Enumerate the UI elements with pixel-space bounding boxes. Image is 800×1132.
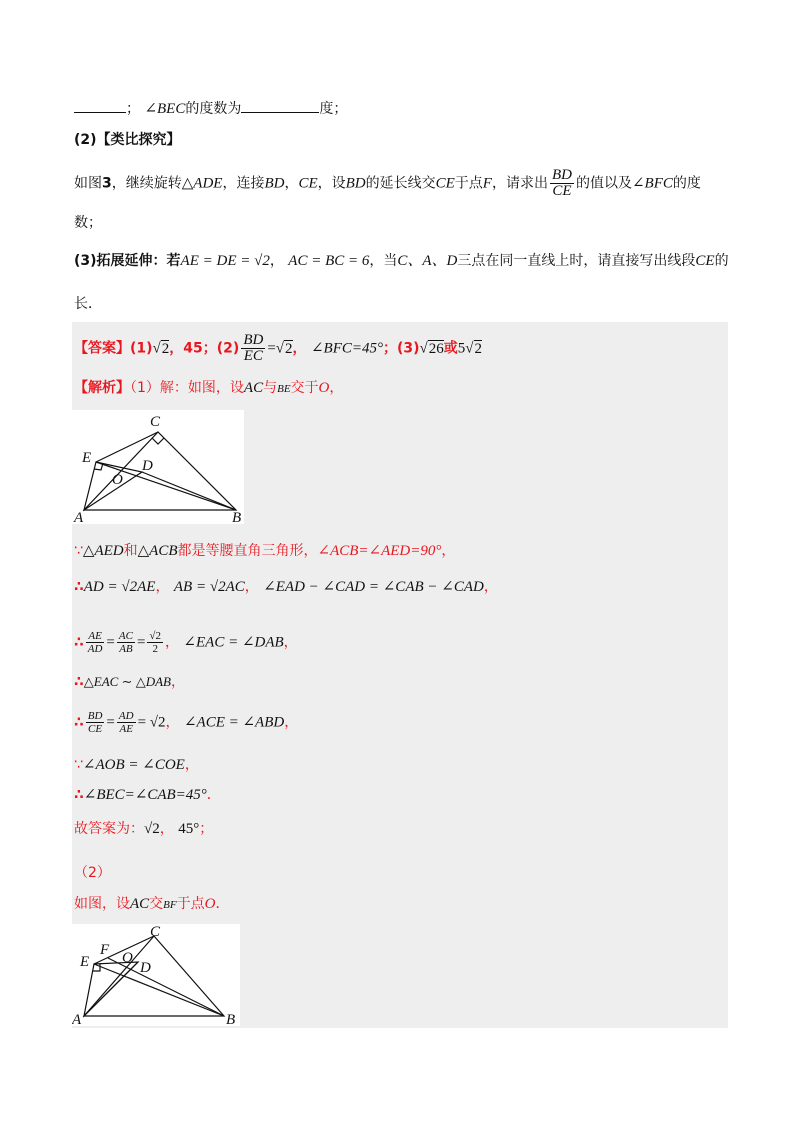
right-angle-c xyxy=(152,438,164,444)
figure-2 xyxy=(72,924,240,1026)
analysis-line-7: ∴∠BEC=∠CAB=45°． xyxy=(74,787,221,803)
figure-1 xyxy=(72,410,244,524)
analysis-line-8: 故答案为：√2， 45°； xyxy=(74,821,214,837)
answer-blank-1 xyxy=(74,98,126,113)
label-o: O xyxy=(112,472,123,488)
part2-line-2: 数； xyxy=(74,215,102,231)
figure-2-svg xyxy=(72,924,240,1026)
label-a: A xyxy=(72,1012,82,1026)
label-c: C xyxy=(150,924,161,940)
question-line-1: ； ∠BEC的度数为 度； xyxy=(74,98,347,120)
label-c: C xyxy=(150,414,161,430)
part3-line-2: 长． xyxy=(74,296,102,312)
segment-fb xyxy=(108,958,224,1016)
label-e: E xyxy=(80,954,90,970)
part3-line-1: (3)拓展延伸：若AE = DE = √2， AC = BC = 6，当C、A、D三点在同一直线上时，请直接写出线段CE的 xyxy=(74,253,729,269)
analysis-line-3: ∴ $\frac{AE}{AD}$ = $\frac{AC}{AB}$ = $\frac{√2}{2}$ ， ∠EAC = ∠DAB， xyxy=(74,630,298,655)
analysis-line-10: 如图，设AC交BF于点O． xyxy=(74,896,230,912)
analysis-line-4: ∴△EAC ∼ △DAB， xyxy=(74,674,185,690)
answer-blank-2 xyxy=(241,98,319,113)
answer-line: 【答案】(1)√2，45；(2) $\frac{BD}{EC}$ =√2， ∠BFC=45°；(3)√26或5√2 xyxy=(74,332,483,364)
part2-header: (2)【类比探究】 xyxy=(74,132,181,148)
label-a: A xyxy=(74,510,84,524)
label-d: D xyxy=(142,458,153,474)
segment-eb xyxy=(94,964,224,1016)
analysis-line-1: ∵△AED和△ACB都是等腰直角三角形，∠ACB=∠AED=90°， xyxy=(74,543,456,559)
analysis-line-2: ∴AD = √2AE， AB = √2AC， ∠EAD − ∠CAD = ∠CAB − ∠CAD， xyxy=(74,579,498,595)
triangle-acb xyxy=(84,432,236,510)
label-b: B xyxy=(232,510,242,524)
part2-line-1: 如图3，继续旋转△ADE，连接BD，CE，设BD的延长线交CE于点F，请求出 $\frac{BD}{CE}$ 的值以及∠BFC的度 xyxy=(74,167,701,199)
fraction-bd-ce: $\frac{BD}{CE}$ xyxy=(551,167,572,199)
segment-db xyxy=(142,472,236,510)
analysis-line-9: （2） xyxy=(74,865,111,881)
figure-1-svg xyxy=(72,410,244,524)
label-d: D xyxy=(140,960,151,976)
analysis-intro: 【解析】（1）解：如图，设AC与BE交于O， xyxy=(74,380,344,396)
angle-bec: ∠BEC xyxy=(144,101,186,117)
label-b: B xyxy=(226,1012,236,1026)
analysis-line-5: ∴ $\frac{BD}{CE}$ = $\frac{AD}{AE}$ = √2， ∠ACE = ∠ABD， xyxy=(74,710,299,735)
analysis-line-6: ∵∠AOB = ∠COE， xyxy=(74,757,199,773)
label-o: O xyxy=(122,950,133,966)
label-e: E xyxy=(82,450,92,466)
label-f: F xyxy=(100,942,110,958)
segment-ad xyxy=(84,962,138,1016)
